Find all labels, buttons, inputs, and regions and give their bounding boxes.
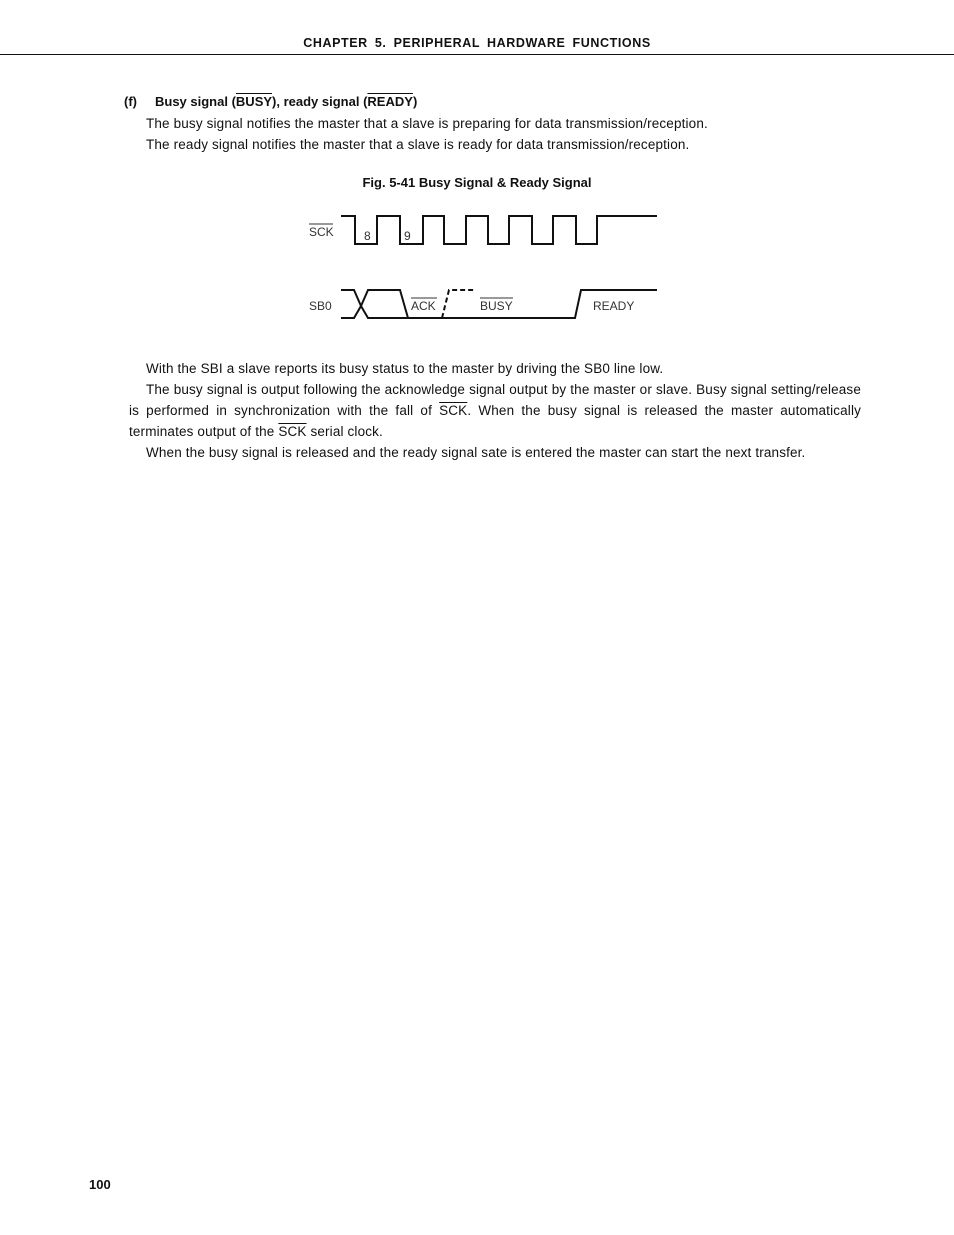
sck-label: SCK <box>309 225 334 239</box>
busy-release-text <box>129 379 861 442</box>
clock-pulse-9: 9 <box>404 229 411 243</box>
body-p2-part2: . When the busy signal is released the master automatically terminates output of the <box>129 403 861 439</box>
sck-term-2: $\overline{SCK}$ <box>278 424 307 439</box>
timing-diagram <box>300 205 670 330</box>
body-paragraph-2 <box>129 379 861 442</box>
figure-caption: Fig. 5-41 Busy Signal & Ready Signal <box>362 175 592 190</box>
body-paragraph-1: With the SBI a slave reports its busy status to the master by driving the SB0 line low. <box>146 361 664 376</box>
sb0-data-bit-high <box>361 290 408 318</box>
sb0-label: SB0 <box>309 299 332 313</box>
section-title-suffix: ) <box>412 94 418 109</box>
sb0-ack-dashed <box>442 290 476 318</box>
body-paragraph-3: When the busy signal is released and the ready signal sate is entered the master can start the next transfer. <box>146 445 806 460</box>
intro-line-ready: The ready signal notifies the master that a slave is ready for data transmission/reception. <box>146 137 690 152</box>
chapter-header: CHAPTER 5. PERIPHERAL HARDWARE FUNCTIONS <box>303 36 651 50</box>
body-p2-part3: serial clock. <box>306 424 383 439</box>
sck-waveform <box>341 216 657 244</box>
section-title-middle: ), ready signal ( <box>272 94 368 109</box>
sb0-lead-in <box>341 290 361 318</box>
ready-term: READY <box>367 94 413 109</box>
section-title <box>124 94 417 109</box>
ready-label: READY <box>593 299 635 313</box>
clock-pulse-8: 8 <box>364 229 371 243</box>
busy-term: BUSY <box>235 94 273 109</box>
body-p2-part1: The busy signal is output following the acknowledge signal output by the master or slave. Busy signal setting/release is performed in synchronization with the fall of <box>129 382 861 418</box>
header-rule <box>0 54 954 55</box>
sb0-data-bit-low <box>361 306 408 318</box>
intro-line-busy: The busy signal notifies the master that a slave is preparing for data transmission/reception. <box>146 116 708 131</box>
busy-label: BUSY <box>480 299 513 313</box>
page-number: 100 <box>89 1177 111 1192</box>
sck-term-1: $\overline{SCK}$ <box>439 403 468 418</box>
section-title-prefix: Busy signal ( <box>155 94 236 109</box>
ack-label: ACK <box>411 299 436 313</box>
section-number: (f) <box>124 94 137 109</box>
